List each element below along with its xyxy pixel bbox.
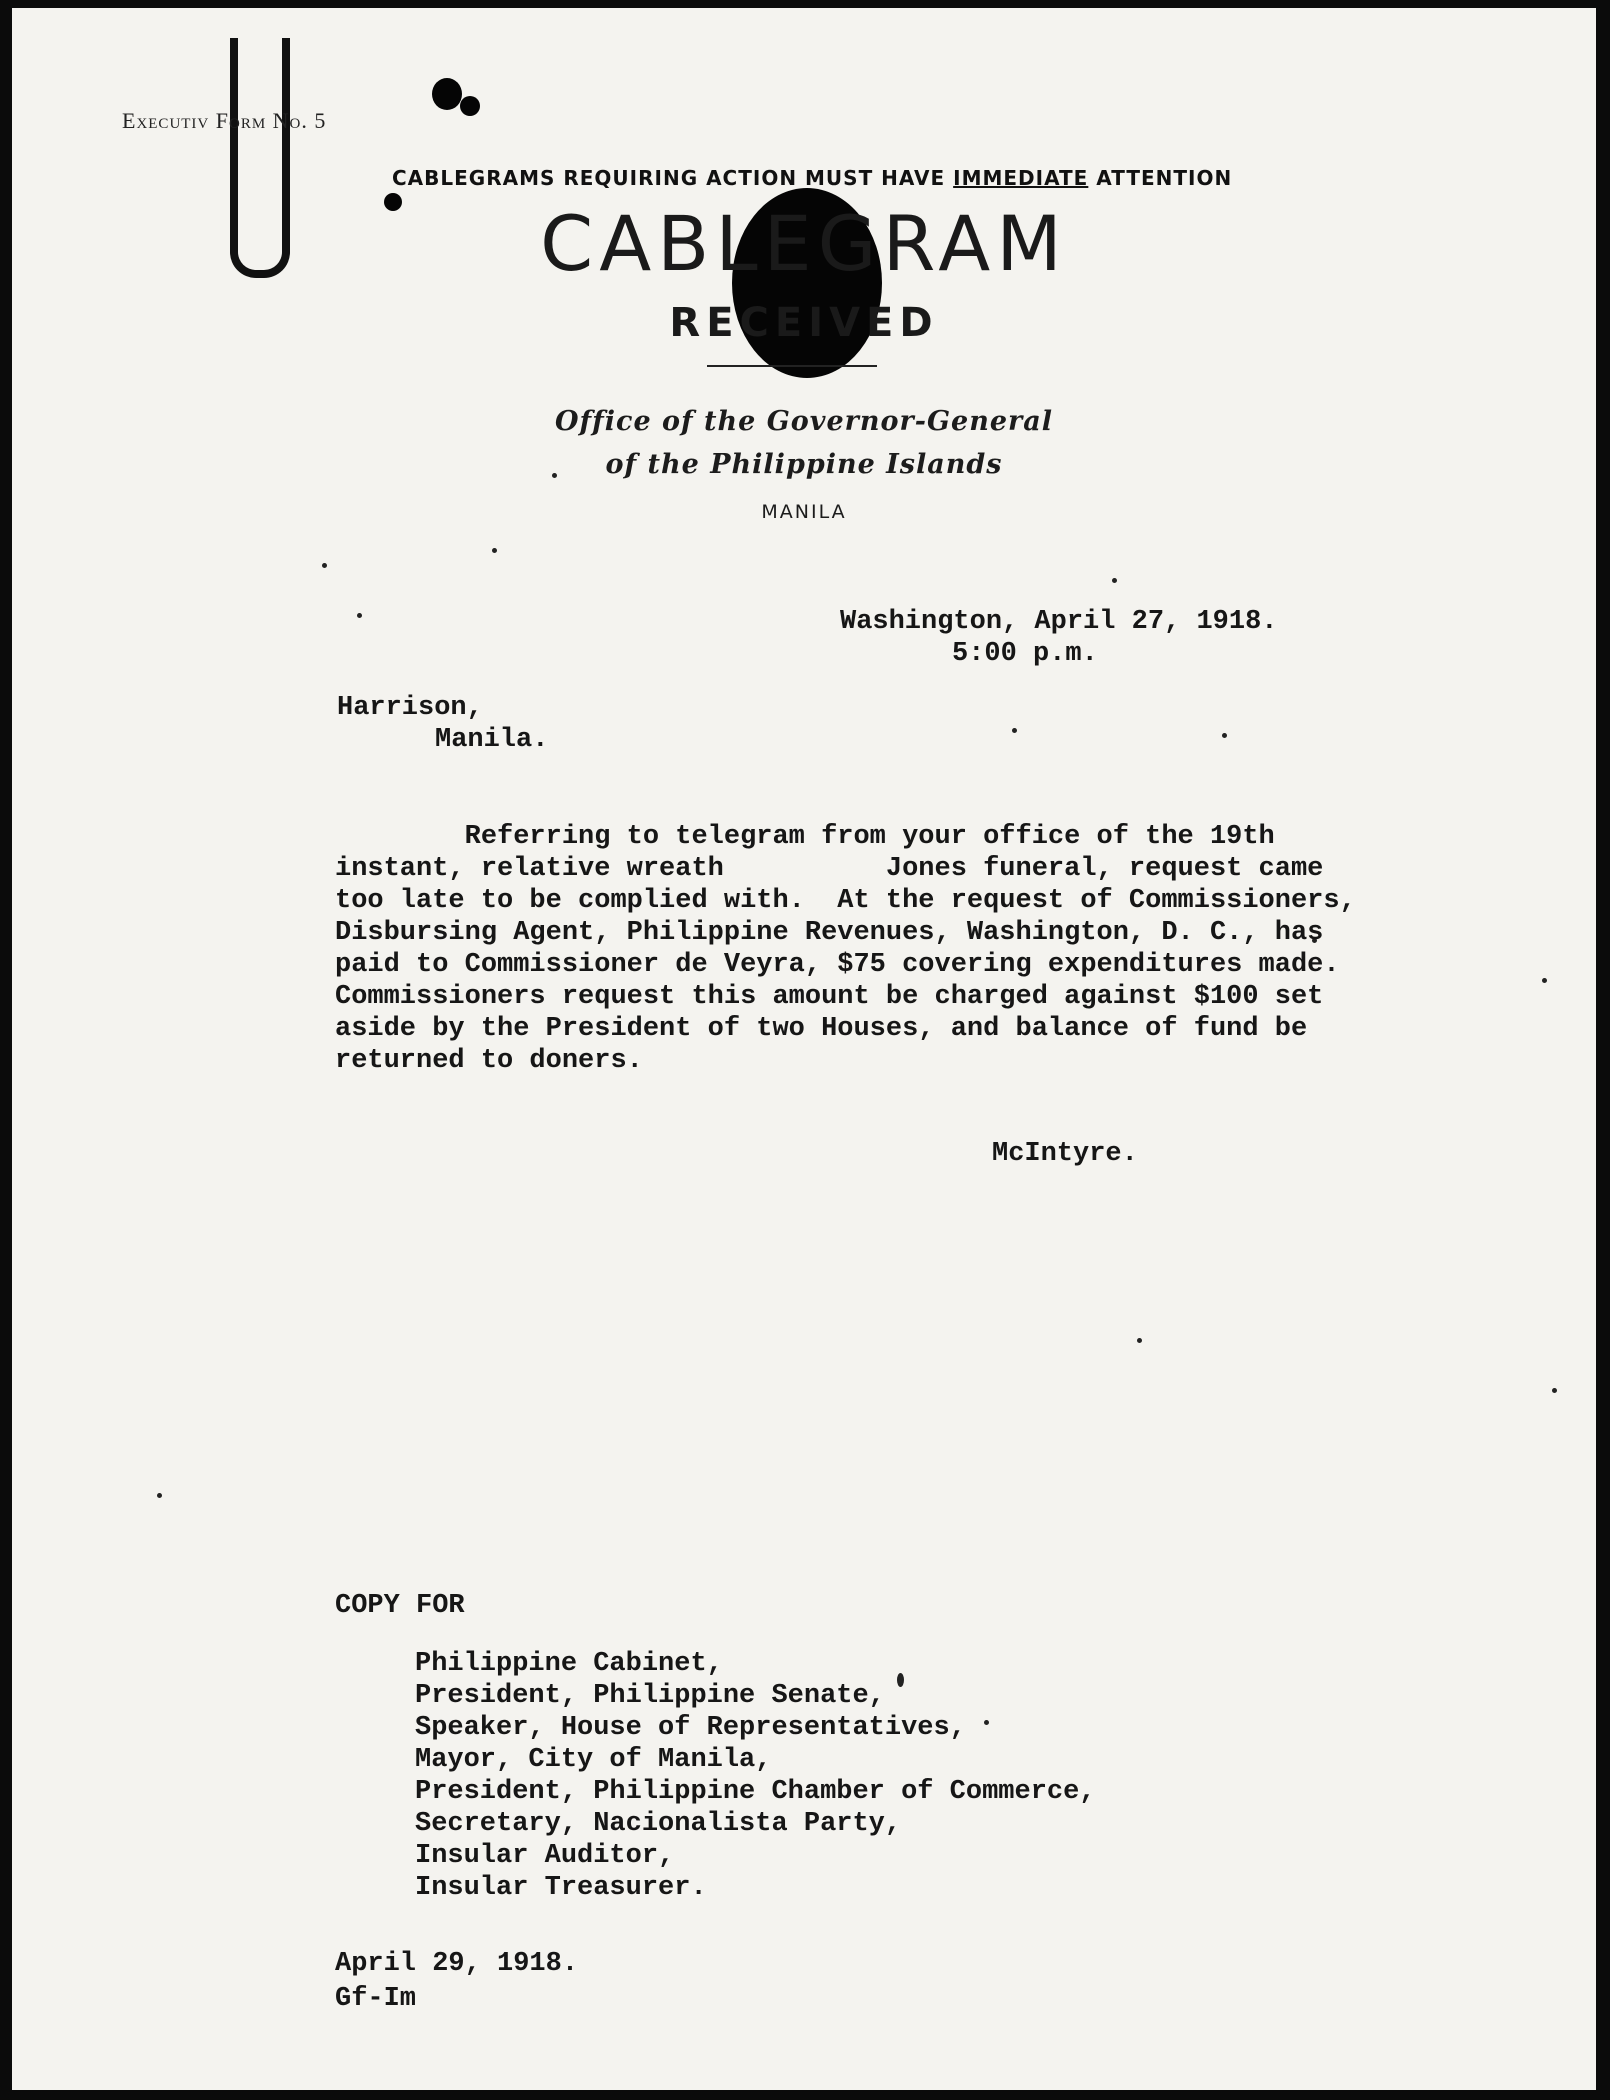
signature: McIntyre. bbox=[992, 1139, 1138, 1169]
notice-text-end: ATTENTION bbox=[1088, 166, 1233, 190]
body-line: paid to Commissioner de Veyra, $75 covering expenditures made. bbox=[335, 950, 1340, 980]
body-line: aside by the President of two Houses, and balance of fund be bbox=[335, 1014, 1308, 1044]
speck bbox=[1222, 733, 1227, 738]
notice-text: CABLEGRAMS REQUIRING ACTION MUST HAVE bbox=[392, 166, 954, 190]
list-item: President, Philippine Senate, bbox=[415, 1681, 885, 1711]
speck bbox=[1542, 978, 1547, 983]
list-item: Insular Treasurer. bbox=[415, 1873, 707, 1903]
body-line: Disbursing Agent, Philippine Revenues, Washington, D. C., has bbox=[335, 918, 1324, 948]
list-item: President, Philippine Chamber of Commerce, bbox=[415, 1777, 1096, 1807]
copy-for-heading: COPY FOR bbox=[335, 1591, 465, 1621]
body-line: too late to be complied with. At the request of Commissioners, bbox=[335, 886, 1356, 916]
speck bbox=[1137, 1338, 1142, 1343]
dateline: Washington, April 27, 1918. bbox=[840, 607, 1278, 637]
office-city: MANILA bbox=[761, 501, 847, 523]
notice-emphasis: IMMEDIATE bbox=[953, 166, 1089, 190]
body-line: Commissioners request this amount be charged against $100 set bbox=[335, 982, 1324, 1012]
addressee-city: Manila. bbox=[435, 725, 549, 755]
form-number: Executiv Form No. 5 bbox=[122, 108, 327, 133]
ink-blot-small bbox=[432, 78, 462, 110]
office-line-1: Office of the Governor-General bbox=[555, 406, 1053, 437]
speck bbox=[492, 548, 497, 553]
action-notice bbox=[392, 166, 1232, 190]
addressee-name: Harrison, bbox=[337, 693, 483, 723]
reference-initials: Gf-Im bbox=[335, 1984, 417, 2014]
ink-blot-small bbox=[460, 96, 480, 116]
body-line: returned to doners. bbox=[335, 1046, 643, 1076]
list-item: Insular Auditor, bbox=[415, 1841, 675, 1871]
list-item: Secretary, Nacionalista Party, bbox=[415, 1809, 902, 1839]
speck bbox=[1112, 578, 1117, 583]
office-line-2: of the Philippine Islands bbox=[605, 449, 1003, 480]
speck bbox=[357, 613, 362, 618]
speck bbox=[1552, 1388, 1557, 1393]
divider bbox=[707, 365, 877, 367]
speck bbox=[322, 563, 327, 568]
speck bbox=[1012, 728, 1017, 733]
copy-recipient-list bbox=[415, 1648, 1096, 1904]
list-item: Speaker, House of Representatives, bbox=[415, 1713, 966, 1743]
speck bbox=[157, 1493, 162, 1498]
document-title: CABLEGRAM bbox=[540, 199, 1068, 288]
body-line: instant, relative wreath Jones funeral, request came bbox=[335, 854, 1324, 884]
footer-date: April 29, 1918. bbox=[335, 1949, 579, 1979]
list-item: Philippine Cabinet, bbox=[415, 1649, 723, 1679]
document-subtitle: RECEIVED bbox=[669, 300, 939, 346]
document-page bbox=[12, 8, 1596, 2090]
list-item: Mayor, City of Manila, bbox=[415, 1745, 772, 1775]
dateline-time: 5:00 p.m. bbox=[952, 639, 1098, 669]
body-line: Referring to telegram from your office of the 19th bbox=[335, 822, 1275, 852]
message-body bbox=[335, 821, 1356, 1077]
